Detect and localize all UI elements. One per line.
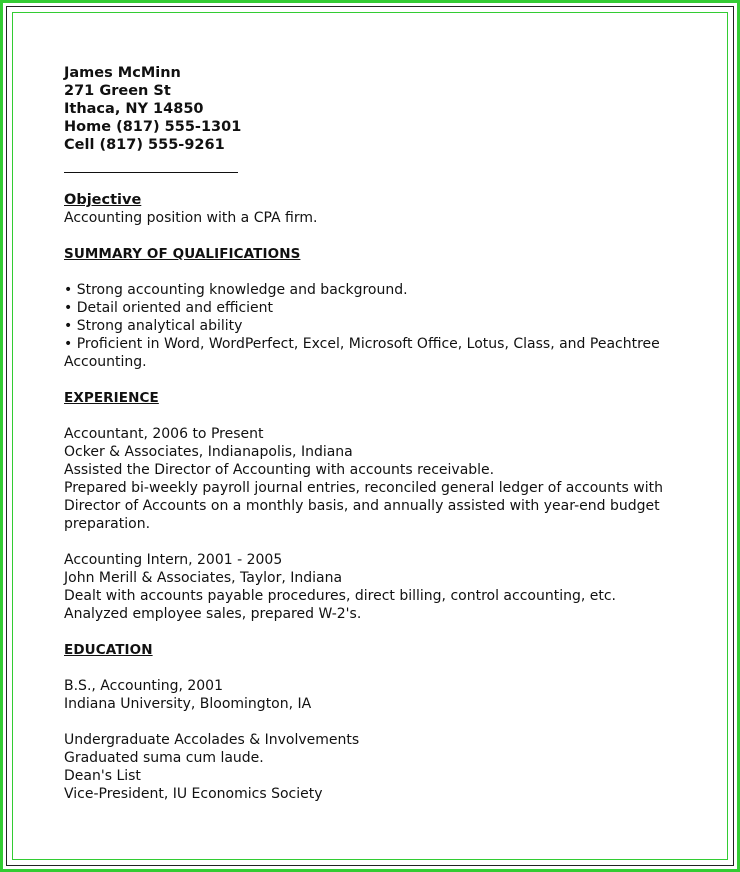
contact-street: 271 Green St xyxy=(64,83,171,99)
job-duty: Analyzed employee sales, prepared W-2's. xyxy=(64,606,362,622)
education-heading: EDUCATION xyxy=(64,642,153,658)
summary-heading: SUMMARY OF QUALIFICATIONS xyxy=(64,246,301,262)
summary-list xyxy=(64,281,684,371)
job-entry xyxy=(64,551,684,623)
job-company: Ocker & Associates, Indianapolis, Indiana xyxy=(64,444,353,460)
education-school: Indiana University, Bloomington, IA xyxy=(64,696,312,712)
list-item: • Strong accounting knowledge and background. xyxy=(64,282,408,298)
objective-text: Accounting position with a CPA firm. xyxy=(64,210,318,226)
accolades-title: Undergraduate Accolades & Involvements xyxy=(64,732,360,748)
contact-city: Ithaca, NY 14850 xyxy=(64,101,204,117)
contact-home-phone: Home (817) 555-1301 xyxy=(64,119,242,135)
contact-block xyxy=(64,64,684,154)
job-duty: Assisted the Director of Accounting with accounts receivable. xyxy=(64,462,495,478)
objective-heading: Objective xyxy=(64,192,142,208)
list-item: • Proficient in Word, WordPerfect, Excel, Microsoft Office, Lotus, Class, and Peachtree Accounting. xyxy=(64,336,660,370)
accolade-item: Graduated suma cum laude. xyxy=(64,750,264,766)
experience-heading: EXPERIENCE xyxy=(64,390,159,406)
contact-cell-phone: Cell (817) 555-9261 xyxy=(64,137,225,153)
job-position: Accounting Intern, 2001 - 2005 xyxy=(64,552,283,568)
job-entry xyxy=(64,425,684,533)
job-position: Accountant, 2006 to Present xyxy=(64,426,264,442)
resume-document xyxy=(64,64,684,803)
list-item: • Strong analytical ability xyxy=(64,318,243,334)
job-duty: Prepared bi-weekly payroll journal entries, reconciled general ledger of accounts with Director of Accounts on a monthly basis, and annually assisted with year-end budget preparation. xyxy=(64,480,663,532)
contact-divider xyxy=(64,172,238,173)
job-company: John Merill & Associates, Taylor, Indiana xyxy=(64,570,343,586)
list-item: • Detail oriented and efficient xyxy=(64,300,274,316)
education-degree: B.S., Accounting, 2001 xyxy=(64,678,223,694)
accolade-item: Vice-President, IU Economics Society xyxy=(64,786,323,802)
contact-name: James McMinn xyxy=(64,65,181,81)
job-duty: Dealt with accounts payable procedures, direct billing, control accounting, etc. xyxy=(64,588,617,604)
accolade-item: Dean's List xyxy=(64,768,141,784)
